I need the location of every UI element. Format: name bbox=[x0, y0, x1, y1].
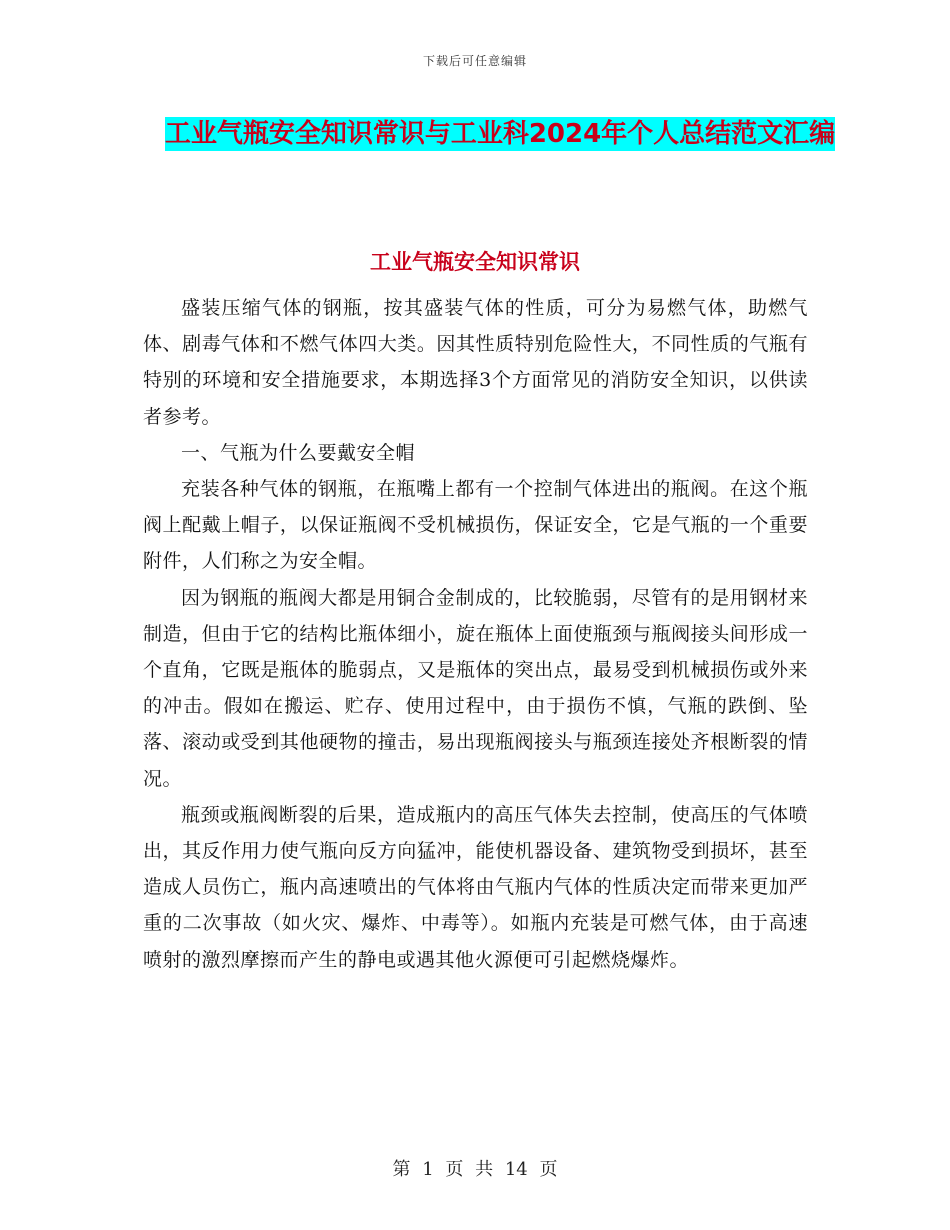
paragraph-safety-cap-purpose: 充装各种气体的钢瓶，在瓶嘴上都有一个控制气体进出的瓶阀。在这个瓶阀上配戴上帽子，以保证瓶阀不受机械损伤，保证安全，它是气瓶的一个重要附件，人们称之为安全帽。 bbox=[143, 478, 808, 573]
page-header-note: 下载后可任意编辑 bbox=[422, 54, 527, 68]
document-title bbox=[150, 110, 850, 158]
paragraph-intro: 盛装压缩气体的钢瓶，按其盛装气体的性质，可分为易燃气体，助燃气体、剧毒气体和不燃气体四大类。因其性质特别危险性大，不同性质的气瓶有特别的环境和安全措施要求，本期选择3个方面常见的消防安全知识，以供读者参考。 bbox=[143, 297, 808, 428]
document-body bbox=[143, 290, 808, 978]
document-title-text: 工业气瓶安全知识常识与工业科2024年个人总结范文汇编 bbox=[164, 119, 836, 149]
paragraph-valve-fragility: 因为钢瓶的瓶阀大都是用铜合金制成的，比较脆弱，尽管有的是用钢材来制造，但由于它的结构比瓶体细小，旋在瓶体上面使瓶颈与瓶阀接头间形成一个直角，它既是瓶体的脆弱点，又是瓶体的突出点，最易受到机械损伤或外来的冲击。假如在搬运、贮存、使用过程中，由于损伤不慎，气瓶的跌倒、坠落、滚动或受到其他硬物的撞击，易出现瓶阀接头与瓶颈连接处齐根断裂的情况。 bbox=[143, 586, 808, 790]
paragraph-heading-safety-cap: 一、气瓶为什么要戴安全帽 bbox=[181, 441, 416, 464]
page-number-footer: 第 1 页 共 14 页 bbox=[392, 1159, 558, 1180]
paragraph-fracture-consequences: 瓶颈或瓶阀断裂的后果，造成瓶内的高压气体失去控制，使高压的气体喷出，其反作用力使气瓶向反方向猛冲，能使机器设备、建筑物受到损坏，甚至造成人员伤亡，瓶内高速喷出的气体将由气瓶内气体的性质决定而带来更加严重的二次事故（如火灾、爆炸、中毒等）。如瓶内充装是可燃气体，由于高速喷射的激烈摩擦而产生的静电或遇其他火源便可引起燃烧爆炸。 bbox=[143, 803, 808, 971]
section-title: 工业气瓶安全知识常识 bbox=[370, 250, 580, 274]
